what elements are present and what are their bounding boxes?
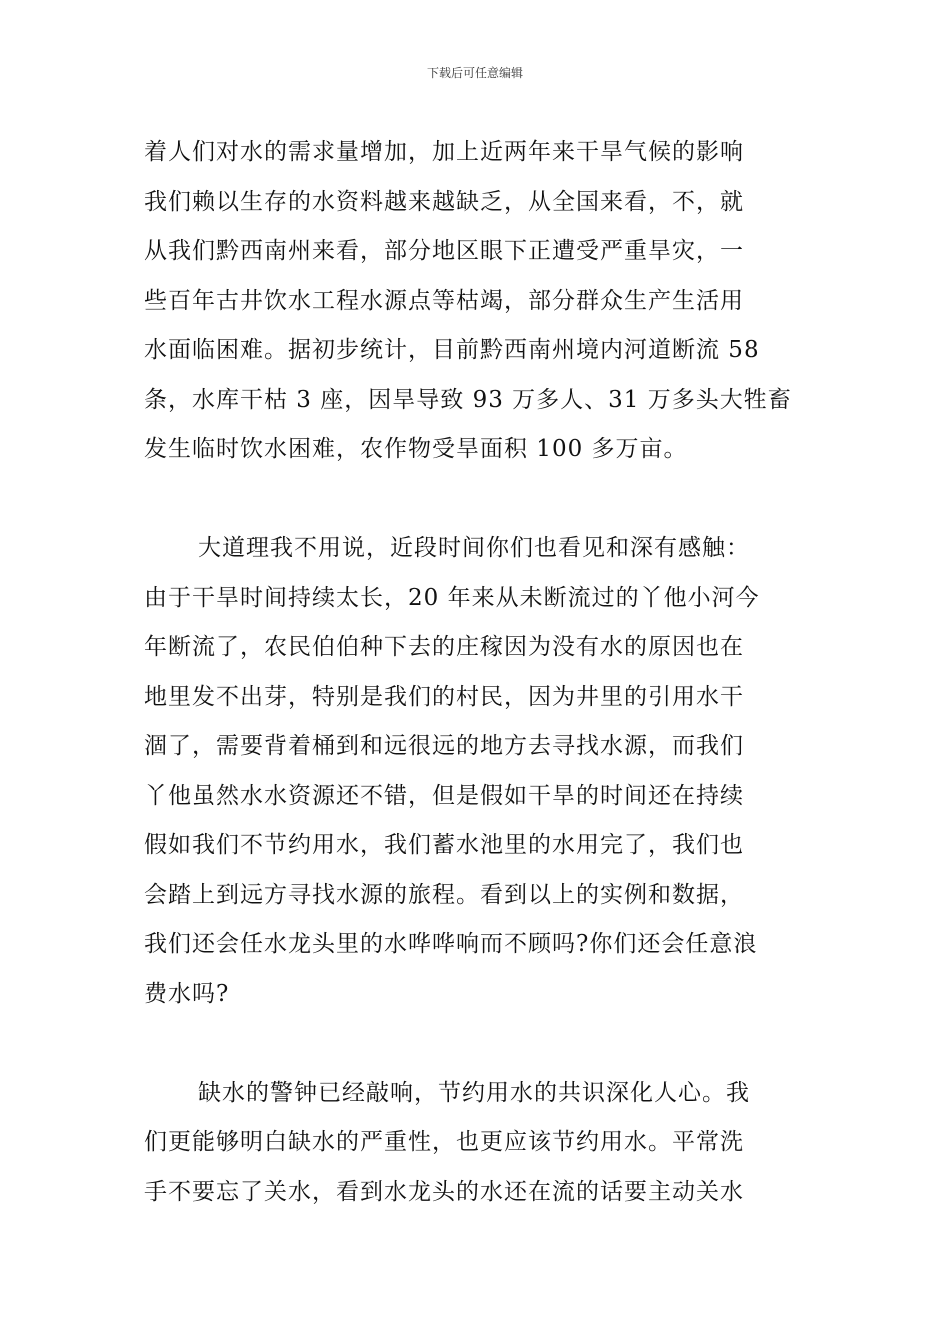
text-line: 大道理我不用说，近段时间你们也看见和深有感触：	[198, 535, 750, 561]
text-line: 年断流了，农民伯伯种下去的庄稼因为没有水的原因也在	[144, 634, 744, 660]
text-line: 水面临困难。据初步统计，目前黔西南州境内河道断流 58	[144, 337, 760, 363]
text-line: 由于干旱时间持续太长，20 年来从未断流过的丫他小河今	[144, 584, 760, 611]
page-header: 下载后可任意编辑	[426, 66, 523, 80]
text-line: 手不要忘了关水，看到水龙头的水还在流的话要主动关水	[144, 1178, 744, 1205]
paragraph	[144, 128, 808, 475]
text-line: 费水吗?	[144, 980, 230, 1007]
paragraph	[144, 1069, 808, 1218]
body-text	[144, 128, 808, 1217]
text-line: 涸了，需要背着桶到和远很远的地方去寻找水源，而我们	[144, 733, 744, 759]
paragraph-gap	[144, 1019, 808, 1069]
text-line: 从我们黔西南州来看，部分地区眼下正遭受严重旱灾，一	[144, 238, 744, 264]
text-line: 我们还会任水龙头里的水哗哗响而不顾吗?你们还会任意浪	[144, 931, 758, 957]
text-line: 们更能够明白缺水的严重性，也更应该节约用水。平常洗	[144, 1129, 744, 1155]
text-line: 丫他虽然水水资源还不错，但是假如干旱的时间还在持续	[144, 782, 744, 809]
text-line: 着人们对水的需求量增加，加上近两年来干旱气候的影响	[144, 139, 744, 165]
text-line: 些百年古井饮水工程水源点等枯竭，部分群众生产生活用	[144, 287, 744, 314]
text-line: 发生临时饮水困难，农作物受旱面积 100 多万亩。	[144, 436, 688, 462]
text-line: 会踏上到远方寻找水源的旅程。看到以上的实例和数据，	[144, 881, 744, 908]
text-line: 条，水库干枯 3 座，因旱导致 93 万多人、31 万多头大牲畜	[144, 386, 792, 413]
text-line: 假如我们不节约用水，我们蓄水池里的水用完了，我们也	[144, 832, 744, 858]
text-line: 缺水的警钟已经敲响，节约用水的共识深化人心。我	[198, 1079, 750, 1106]
paragraph-gap	[144, 475, 808, 525]
paragraph	[144, 524, 808, 1019]
text-line: 我们赖以生存的水资料越来越缺乏，从全国来看，不，就	[144, 188, 744, 215]
text-line: 地里发不出芽，特别是我们的村民，因为井里的引用水干	[144, 683, 744, 710]
